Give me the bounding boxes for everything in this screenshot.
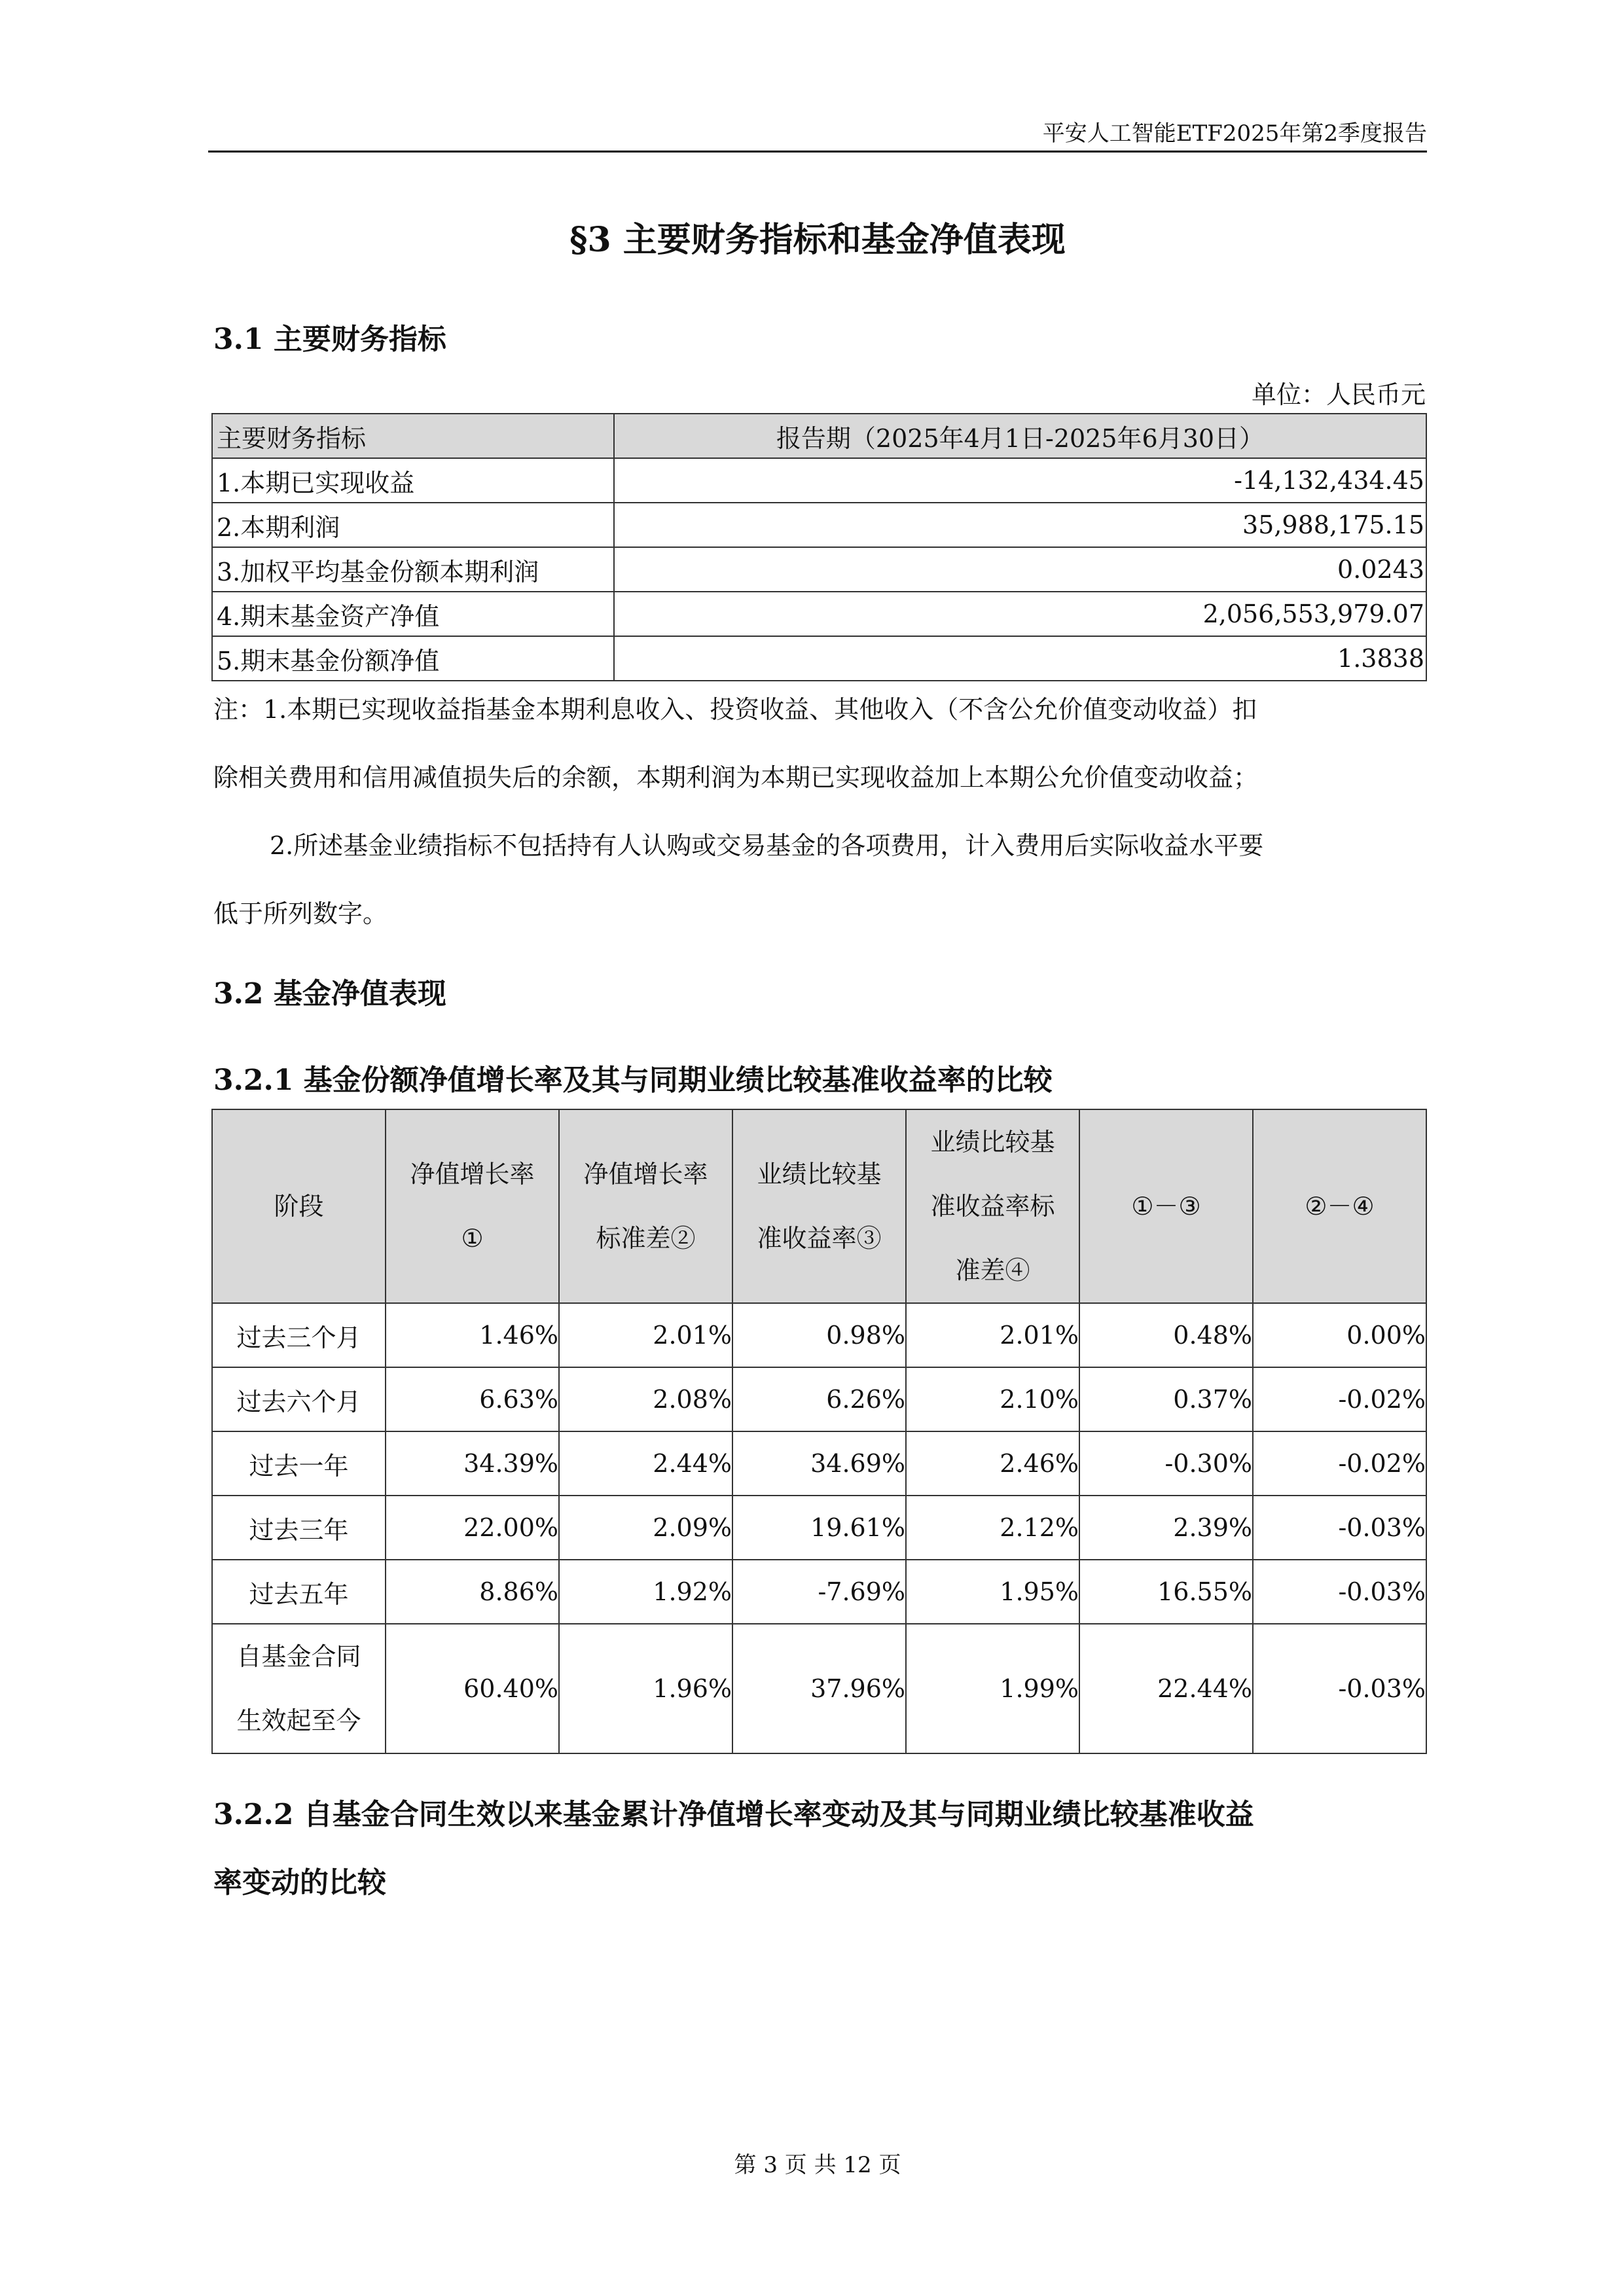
- running-title: 平安人工智能ETF2025年第2季度报告: [1042, 120, 1427, 147]
- value-cell: -0.02%: [1253, 1367, 1426, 1431]
- header-period: [212, 1109, 386, 1303]
- value-cell: 1.96%: [559, 1624, 732, 1753]
- value-cell: 22.00%: [386, 1496, 559, 1560]
- section-3-1-heading: 3.1 主要财务指标: [213, 323, 446, 356]
- value-cell: 0.98%: [732, 1303, 906, 1367]
- value-cell: 22.44%: [1079, 1624, 1253, 1753]
- period-text: 自基金合同: [236, 1642, 361, 1671]
- value-cell: 34.39%: [386, 1431, 559, 1496]
- value-cell: 2.12%: [906, 1496, 1079, 1560]
- table-row: [212, 592, 1426, 636]
- financial-indicators-table: [211, 413, 1427, 681]
- value-cell: 1.92%: [559, 1560, 732, 1624]
- indicator-value: 35,988,175.15: [614, 503, 1426, 547]
- indicator-label: 4.期末基金资产净值: [212, 592, 614, 636]
- table-header-row: [212, 1109, 1426, 1303]
- value-cell: 2.08%: [559, 1367, 732, 1431]
- table-row: [212, 1367, 1426, 1431]
- value-cell: 2.01%: [559, 1303, 732, 1367]
- note-2-line-1: 2.所述基金业绩指标不包括持有人认购或交易基金的各项费用，计入费用后实际收益水平要: [270, 831, 1264, 860]
- value-cell: 34.69%: [732, 1431, 906, 1496]
- nav-performance-table: [211, 1109, 1427, 1754]
- header-text: ②－④: [1305, 1192, 1375, 1221]
- table-row: [212, 1496, 1426, 1560]
- value-cell: 6.63%: [386, 1367, 559, 1431]
- period-cell: 过去三个月: [212, 1303, 386, 1367]
- section-3-2-1-heading: 3.2.1 基金份额净值增长率及其与同期业绩比较基准收益率的比较: [213, 1064, 1053, 1097]
- page-footer: 第 3 页 共 12 页: [734, 2152, 901, 2178]
- value-cell: 2.44%: [559, 1431, 732, 1496]
- indicator-label: 1.本期已实现收益: [212, 458, 614, 503]
- section-3-2-2-heading-line-2: 率变动的比较: [213, 1866, 386, 1899]
- indicator-value: 0.0243: [614, 547, 1426, 592]
- table-row: [212, 503, 1426, 547]
- period-cell: 过去三年: [212, 1496, 386, 1560]
- unit-label: 单位：人民币元: [1251, 380, 1426, 409]
- header-nav-growth: [386, 1109, 559, 1303]
- value-cell: 16.55%: [1079, 1560, 1253, 1624]
- period-text: 生效起至今: [236, 1706, 361, 1735]
- header-text: 准收益率③: [757, 1224, 882, 1253]
- header-benchmark-return: [732, 1109, 906, 1303]
- value-cell: 2.09%: [559, 1496, 732, 1560]
- period-column-header: 报告期（2025年4月1日-2025年6月30日）: [614, 414, 1426, 458]
- table-row: [212, 1560, 1426, 1624]
- indicator-column-header: 主要财务指标: [212, 414, 614, 458]
- indicator-value: 1.3838: [614, 636, 1426, 681]
- section-3-2-2-heading-line-1: 3.2.2 自基金合同生效以来基金累计净值增长率变动及其与同期业绩比较基准收益: [213, 1798, 1254, 1831]
- table-row: [212, 1624, 1426, 1753]
- value-cell: 37.96%: [732, 1624, 906, 1753]
- value-cell: 0.48%: [1079, 1303, 1253, 1367]
- note-1-line-1: 注：1.本期已实现收益指基金本期利息收入、投资收益、其他收入（不含公允价值变动收益）扣: [213, 695, 1257, 724]
- period-cell: 过去六个月: [212, 1367, 386, 1431]
- value-cell: -0.03%: [1253, 1560, 1426, 1624]
- header-benchmark-std: [906, 1109, 1079, 1303]
- table-header-row: [212, 414, 1426, 458]
- running-header: [208, 113, 1427, 152]
- table-row: [212, 458, 1426, 503]
- table-row: [212, 547, 1426, 592]
- value-cell: -0.03%: [1253, 1496, 1426, 1560]
- header-diff-1-3: [1079, 1109, 1253, 1303]
- indicator-value: 2,056,553,979.07: [614, 592, 1426, 636]
- value-cell: -7.69%: [732, 1560, 906, 1624]
- section-3-2-heading: 3.2 基金净值表现: [213, 977, 446, 1011]
- indicator-value: -14,132,434.45: [614, 458, 1426, 503]
- value-cell: 2.46%: [906, 1431, 1079, 1496]
- value-cell: 1.95%: [906, 1560, 1079, 1624]
- value-cell: 1.99%: [906, 1624, 1079, 1753]
- table-row: [212, 636, 1426, 681]
- value-cell: 60.40%: [386, 1624, 559, 1753]
- indicator-label: 2.本期利润: [212, 503, 614, 547]
- table-row: [212, 1431, 1426, 1496]
- value-cell: 6.26%: [732, 1367, 906, 1431]
- value-cell: -0.30%: [1079, 1431, 1253, 1496]
- value-cell: 8.86%: [386, 1560, 559, 1624]
- header-text: 业绩比较基: [930, 1128, 1055, 1157]
- header-text: 净值增长率: [410, 1160, 535, 1189]
- chapter-title: §3 主要财务指标和基金净值表现: [569, 220, 1066, 260]
- period-cell: [212, 1624, 386, 1753]
- header-nav-std: [559, 1109, 732, 1303]
- header-text: ①－③: [1131, 1192, 1201, 1221]
- period-cell: 过去一年: [212, 1431, 386, 1496]
- indicator-label: 3.加权平均基金份额本期利润: [212, 547, 614, 592]
- header-text: ①: [461, 1224, 484, 1253]
- value-cell: 19.61%: [732, 1496, 906, 1560]
- header-text: 阶段: [274, 1192, 324, 1221]
- period-cell: 过去五年: [212, 1560, 386, 1624]
- indicator-label: 5.期末基金份额净值: [212, 636, 614, 681]
- header-text: 准收益率标: [930, 1192, 1055, 1221]
- value-cell: -0.02%: [1253, 1431, 1426, 1496]
- value-cell: -0.03%: [1253, 1624, 1426, 1753]
- value-cell: 2.01%: [906, 1303, 1079, 1367]
- header-diff-2-4: [1253, 1109, 1426, 1303]
- header-text: 准差④: [955, 1256, 1030, 1285]
- note-2-line-2: 低于所列数字。: [213, 899, 388, 928]
- value-cell: 0.00%: [1253, 1303, 1426, 1367]
- value-cell: 2.10%: [906, 1367, 1079, 1431]
- table-row: [212, 1303, 1426, 1367]
- value-cell: 1.46%: [386, 1303, 559, 1367]
- value-cell: 2.39%: [1079, 1496, 1253, 1560]
- value-cell: 0.37%: [1079, 1367, 1253, 1431]
- header-text: 净值增长率: [583, 1160, 708, 1189]
- header-text: 标准差②: [596, 1224, 696, 1253]
- note-1-line-2: 除相关费用和信用减值损失后的余额，本期利润为本期已实现收益加上本期公允价值变动收益；: [213, 763, 1259, 792]
- header-text: 业绩比较基: [757, 1160, 882, 1189]
